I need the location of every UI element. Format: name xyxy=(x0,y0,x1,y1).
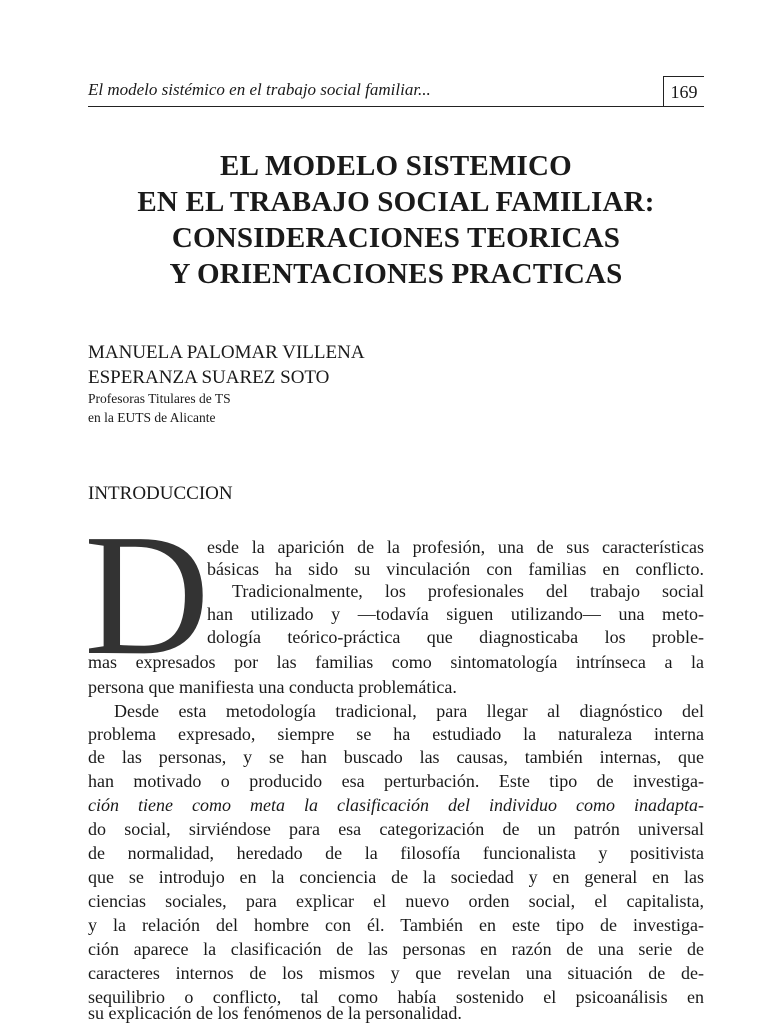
body-line: do social, sirviéndose para esa categorización de un patrón universal xyxy=(88,819,704,839)
body-line: esde la aparición de la profesión, una de sus características xyxy=(207,537,704,557)
body-line: su explicación de los fenómenos de la personalidad. xyxy=(88,1003,462,1023)
body-line: caracteres internos de los mismos y que revelan una situación de de- xyxy=(88,963,704,983)
body-line: Tradicionalmente, los profesionales del trabajo social xyxy=(232,581,704,601)
drop-cap: D xyxy=(84,498,210,691)
body-line: básicas ha sido su vinculación con familias en conflicto. xyxy=(207,559,704,579)
author-name: MANUELA PALOMAR VILLENA xyxy=(88,342,365,363)
body-line: ción tiene como meta la clasificación del individuo como inadapta- xyxy=(88,795,704,815)
body-line: mas expresados por las familias como sintomatología intrínseca a la xyxy=(88,652,704,672)
body-line: que se introdujo en la conciencia de la sociedad y en general en las xyxy=(88,867,704,887)
body-line: han motivado o producido esa perturbación. Este tipo de investiga- xyxy=(88,771,704,791)
affiliation xyxy=(88,389,231,427)
running-head xyxy=(88,76,704,107)
page-number: 169 xyxy=(663,76,704,107)
body-line: dología teórico-práctica que diagnosticaba los proble- xyxy=(207,627,704,647)
article-title-line: EN EL TRABAJO SOCIAL FAMILIAR: xyxy=(137,186,655,218)
author-name: ESPERANZA SUAREZ SOTO xyxy=(88,367,330,388)
article-title xyxy=(88,148,704,292)
body-line: de normalidad, heredado de la filosofía funcionalista y positivista xyxy=(88,843,704,863)
article-title-line: CONSIDERACIONES TEORICAS xyxy=(171,222,621,254)
authors xyxy=(88,340,365,390)
body-line: de las personas, y se han buscado las causas, también internas, que xyxy=(88,747,704,767)
body-line: y la relación del hombre con él. También en este tipo de investiga- xyxy=(88,915,704,935)
body-line: han utilizado y —todavía siguen utilizando— una meto- xyxy=(207,604,704,624)
affiliation-line: en la EUTS de Alicante xyxy=(88,410,216,425)
body-line: problema expresado, siempre se ha estudiado la naturaleza interna xyxy=(88,724,704,744)
running-head-title: El modelo sistémico en el trabajo social familiar... xyxy=(88,80,431,99)
article-title-line: Y ORIENTACIONES PRACTICAS xyxy=(169,258,623,290)
body-line: persona que manifiesta una conducta problemática. xyxy=(88,677,457,697)
body-line: Desde esta metodología tradicional, para llegar al diagnóstico del xyxy=(114,701,704,721)
article-title-line: EL MODELO SISTEMICO xyxy=(220,150,572,182)
body-line: sequilibrio o conflicto, tal como había sostenido el psicoanálisis en xyxy=(88,987,704,1007)
body-line: ciencias sociales, para explicar el nuevo orden social, el capitalista, xyxy=(88,891,704,911)
section-heading: INTRODUCCION xyxy=(88,483,233,504)
affiliation-line: Profesoras Titulares de TS xyxy=(88,391,231,406)
body-line: ción aparece la clasificación de las personas en razón de una serie de xyxy=(88,939,704,959)
